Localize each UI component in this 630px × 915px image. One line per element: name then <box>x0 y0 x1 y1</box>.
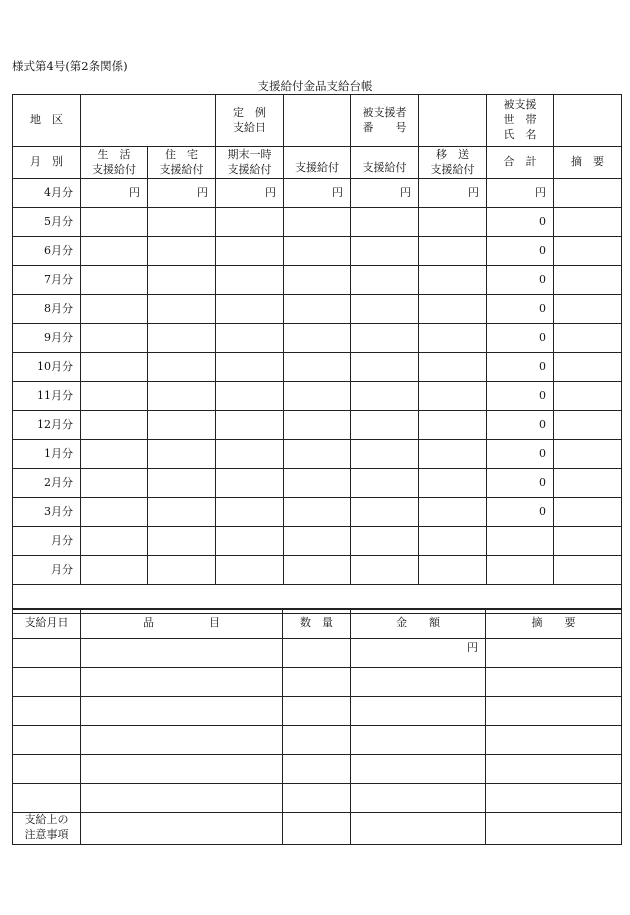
items-col-date: 支給月日 <box>13 609 81 638</box>
total-cell: 0 <box>487 353 554 382</box>
living-cell[interactable] <box>81 382 148 411</box>
remarks-cell[interactable] <box>554 295 622 324</box>
month-label: 5月分 <box>13 208 81 237</box>
col-support-2: 支援給付 <box>351 147 419 179</box>
remarks-cell[interactable] <box>554 382 622 411</box>
transfer-cell[interactable] <box>419 411 487 440</box>
support1-cell[interactable] <box>284 295 351 324</box>
living-cell[interactable]: 円 <box>81 179 148 208</box>
month-label: 3月分 <box>13 498 81 527</box>
item-quantity-cell[interactable] <box>283 725 351 754</box>
month-row <box>13 498 622 527</box>
month-row <box>13 527 622 556</box>
district-field[interactable] <box>81 95 216 147</box>
housing-cell[interactable] <box>148 498 216 527</box>
support1-cell[interactable] <box>284 411 351 440</box>
month-label: 9月分 <box>13 324 81 353</box>
notes-field-amount[interactable] <box>351 812 486 844</box>
housing-cell[interactable] <box>148 237 216 266</box>
item-amount-cell[interactable]: 円 <box>351 638 486 667</box>
living-cell[interactable] <box>81 295 148 324</box>
month-row <box>13 382 622 411</box>
document-title: 支援給付金品支給台帳 <box>257 79 373 93</box>
housing-cell[interactable] <box>148 527 216 556</box>
item-date-cell[interactable] <box>13 783 81 812</box>
support2-cell[interactable] <box>351 556 419 585</box>
remarks-cell[interactable] <box>554 237 622 266</box>
item-row <box>13 638 622 667</box>
year-end-cell[interactable] <box>216 469 284 498</box>
column-header-row <box>13 147 622 179</box>
support1-cell[interactable] <box>284 208 351 237</box>
remarks-cell[interactable] <box>554 266 622 295</box>
item-date-cell[interactable] <box>13 754 81 783</box>
monthly-ledger-table <box>12 94 622 614</box>
total-cell: 0 <box>487 237 554 266</box>
total-cell <box>487 527 554 556</box>
item-date-cell[interactable] <box>13 638 81 667</box>
living-cell[interactable] <box>81 440 148 469</box>
item-name-cell[interactable] <box>81 696 283 725</box>
year-end-cell[interactable] <box>216 353 284 382</box>
recipient-number-label: 被支援者 番 号 <box>351 95 419 147</box>
item-remarks-cell[interactable] <box>486 667 622 696</box>
year-end-cell[interactable] <box>216 382 284 411</box>
month-row <box>13 440 622 469</box>
recipient-number-field[interactable] <box>419 95 487 147</box>
transfer-cell[interactable] <box>419 556 487 585</box>
item-remarks-cell[interactable] <box>486 725 622 754</box>
items-col-remarks: 摘 要 <box>486 609 622 638</box>
month-label: 2月分 <box>13 469 81 498</box>
support2-cell[interactable] <box>351 469 419 498</box>
total-cell: 0 <box>487 382 554 411</box>
remarks-cell[interactable] <box>554 324 622 353</box>
support2-cell[interactable] <box>351 353 419 382</box>
month-row <box>13 208 622 237</box>
item-amount-cell[interactable] <box>351 725 486 754</box>
housing-cell[interactable] <box>148 295 216 324</box>
support1-cell[interactable] <box>284 527 351 556</box>
support2-cell[interactable] <box>351 382 419 411</box>
transfer-cell[interactable] <box>419 527 487 556</box>
year-end-cell[interactable] <box>216 208 284 237</box>
support1-cell[interactable] <box>284 382 351 411</box>
support1-cell[interactable]: 円 <box>284 179 351 208</box>
notes-row <box>13 812 622 844</box>
transfer-cell[interactable] <box>419 469 487 498</box>
notes-field-qty[interactable] <box>283 812 351 844</box>
support1-cell[interactable] <box>284 498 351 527</box>
item-date-cell[interactable] <box>13 725 81 754</box>
remarks-cell[interactable] <box>554 556 622 585</box>
remarks-cell[interactable] <box>554 498 622 527</box>
living-cell[interactable] <box>81 469 148 498</box>
item-remarks-cell[interactable] <box>486 696 622 725</box>
remarks-cell[interactable] <box>554 440 622 469</box>
notes-label: 支給上の 注意事項 <box>13 812 81 844</box>
total-cell <box>487 556 554 585</box>
support1-cell[interactable] <box>284 440 351 469</box>
remarks-cell[interactable] <box>554 179 622 208</box>
month-row <box>13 469 622 498</box>
total-cell: 円 <box>487 179 554 208</box>
remarks-cell[interactable] <box>554 469 622 498</box>
month-row <box>13 556 622 585</box>
item-amount-cell[interactable] <box>351 754 486 783</box>
total-cell: 0 <box>487 440 554 469</box>
year-end-cell[interactable] <box>216 324 284 353</box>
month-label: 10月分 <box>13 353 81 382</box>
month-row <box>13 179 622 208</box>
support1-cell[interactable] <box>284 266 351 295</box>
total-cell: 0 <box>487 324 554 353</box>
living-cell[interactable] <box>81 353 148 382</box>
total-cell: 0 <box>487 266 554 295</box>
items-col-amount: 金 額 <box>351 609 486 638</box>
header-info-row <box>13 95 622 147</box>
item-amount-cell[interactable] <box>351 696 486 725</box>
support1-cell[interactable] <box>284 237 351 266</box>
support2-cell[interactable]: 円 <box>351 179 419 208</box>
form-number-label: 様式第4号(第2条関係) <box>12 59 128 73</box>
col-living-support: 生 活 支援給付 <box>81 147 148 179</box>
items-col-item: 品 目 <box>81 609 283 638</box>
support2-cell[interactable] <box>351 266 419 295</box>
month-row <box>13 411 622 440</box>
col-year-end-support: 期末一時 支援給付 <box>216 147 284 179</box>
support1-cell[interactable] <box>284 556 351 585</box>
item-quantity-cell[interactable] <box>283 754 351 783</box>
col-month: 月 別 <box>13 147 81 179</box>
year-end-cell[interactable] <box>216 295 284 324</box>
item-name-cell[interactable] <box>81 667 283 696</box>
household-name-label: 被支援 世 帯 氏 名 <box>487 95 554 147</box>
transfer-cell[interactable] <box>419 295 487 324</box>
living-cell[interactable] <box>81 498 148 527</box>
transfer-cell[interactable] <box>419 237 487 266</box>
support2-cell[interactable] <box>351 411 419 440</box>
col-housing-support: 住 宅 支援給付 <box>148 147 216 179</box>
housing-cell[interactable] <box>148 266 216 295</box>
housing-cell[interactable]: 円 <box>148 179 216 208</box>
support2-cell[interactable] <box>351 237 419 266</box>
items-rows <box>13 638 622 812</box>
total-cell: 0 <box>487 411 554 440</box>
month-label: 月分 <box>13 556 81 585</box>
items-header-row <box>13 609 622 638</box>
living-cell[interactable] <box>81 324 148 353</box>
support2-cell[interactable] <box>351 295 419 324</box>
item-name-cell[interactable] <box>81 783 283 812</box>
items-col-quantity: 数 量 <box>283 609 351 638</box>
item-name-cell[interactable] <box>81 754 283 783</box>
notes-field[interactable] <box>81 812 283 844</box>
col-remarks: 摘 要 <box>554 147 622 179</box>
month-row <box>13 266 622 295</box>
support1-cell[interactable] <box>284 469 351 498</box>
item-quantity-cell[interactable] <box>283 667 351 696</box>
housing-cell[interactable] <box>148 382 216 411</box>
support2-cell[interactable] <box>351 498 419 527</box>
household-name-field[interactable] <box>554 95 622 147</box>
monthly-rows <box>13 179 622 585</box>
month-label: 4月分 <box>13 179 81 208</box>
year-end-cell[interactable] <box>216 237 284 266</box>
total-cell: 0 <box>487 208 554 237</box>
transfer-cell[interactable] <box>419 324 487 353</box>
year-end-cell[interactable] <box>216 411 284 440</box>
housing-cell[interactable] <box>148 556 216 585</box>
item-name-cell[interactable] <box>81 638 283 667</box>
living-cell[interactable] <box>81 556 148 585</box>
in-kind-items-table <box>12 608 622 845</box>
item-remarks-cell[interactable] <box>486 754 622 783</box>
item-remarks-cell[interactable] <box>486 783 622 812</box>
month-label: 6月分 <box>13 237 81 266</box>
month-label: 1月分 <box>13 440 81 469</box>
item-row <box>13 667 622 696</box>
col-total: 合 計 <box>487 147 554 179</box>
month-row <box>13 324 622 353</box>
item-row <box>13 696 622 725</box>
remarks-cell[interactable] <box>554 527 622 556</box>
transfer-cell[interactable] <box>419 208 487 237</box>
total-cell: 0 <box>487 469 554 498</box>
item-quantity-cell[interactable] <box>283 783 351 812</box>
item-remarks-cell[interactable] <box>486 638 622 667</box>
year-end-cell[interactable] <box>216 498 284 527</box>
fixed-date-field[interactable] <box>284 95 351 147</box>
total-cell: 0 <box>487 295 554 324</box>
remarks-cell[interactable] <box>554 353 622 382</box>
support2-cell[interactable] <box>351 527 419 556</box>
transfer-cell[interactable] <box>419 498 487 527</box>
item-date-cell[interactable] <box>13 696 81 725</box>
remarks-cell[interactable] <box>554 411 622 440</box>
total-cell: 0 <box>487 498 554 527</box>
month-label: 8月分 <box>13 295 81 324</box>
housing-cell[interactable] <box>148 353 216 382</box>
year-end-cell[interactable] <box>216 440 284 469</box>
year-end-cell[interactable] <box>216 266 284 295</box>
housing-cell[interactable] <box>148 208 216 237</box>
year-end-cell[interactable] <box>216 556 284 585</box>
support2-cell[interactable] <box>351 324 419 353</box>
month-label: 7月分 <box>13 266 81 295</box>
support1-cell[interactable] <box>284 353 351 382</box>
year-end-cell[interactable]: 円 <box>216 179 284 208</box>
support2-cell[interactable] <box>351 440 419 469</box>
month-label: 月分 <box>13 527 81 556</box>
housing-cell[interactable] <box>148 469 216 498</box>
living-cell[interactable] <box>81 527 148 556</box>
living-cell[interactable] <box>81 411 148 440</box>
col-support-1: 支援給付 <box>284 147 351 179</box>
item-row <box>13 725 622 754</box>
month-row <box>13 237 622 266</box>
transfer-cell[interactable] <box>419 353 487 382</box>
support2-cell[interactable] <box>351 208 419 237</box>
district-label: 地 区 <box>13 95 81 147</box>
item-name-cell[interactable] <box>81 725 283 754</box>
item-amount-cell[interactable] <box>351 783 486 812</box>
housing-cell[interactable] <box>148 324 216 353</box>
fixed-date-label: 定 例 支給日 <box>216 95 284 147</box>
living-cell[interactable] <box>81 208 148 237</box>
month-label: 11月分 <box>13 382 81 411</box>
col-transfer-support: 移 送 支援給付 <box>419 147 487 179</box>
transfer-cell[interactable]: 円 <box>419 179 487 208</box>
transfer-cell[interactable] <box>419 266 487 295</box>
support1-cell[interactable] <box>284 324 351 353</box>
month-row <box>13 295 622 324</box>
item-row <box>13 754 622 783</box>
item-date-cell[interactable] <box>13 667 81 696</box>
item-quantity-cell[interactable] <box>283 638 351 667</box>
month-row <box>13 353 622 382</box>
housing-cell[interactable] <box>148 411 216 440</box>
living-cell[interactable] <box>81 237 148 266</box>
year-end-cell[interactable] <box>216 527 284 556</box>
item-amount-cell[interactable] <box>351 667 486 696</box>
item-quantity-cell[interactable] <box>283 696 351 725</box>
month-label: 12月分 <box>13 411 81 440</box>
transfer-cell[interactable] <box>419 382 487 411</box>
notes-field-remarks[interactable] <box>486 812 622 844</box>
item-row <box>13 783 622 812</box>
remarks-cell[interactable] <box>554 208 622 237</box>
transfer-cell[interactable] <box>419 440 487 469</box>
housing-cell[interactable] <box>148 440 216 469</box>
living-cell[interactable] <box>81 266 148 295</box>
